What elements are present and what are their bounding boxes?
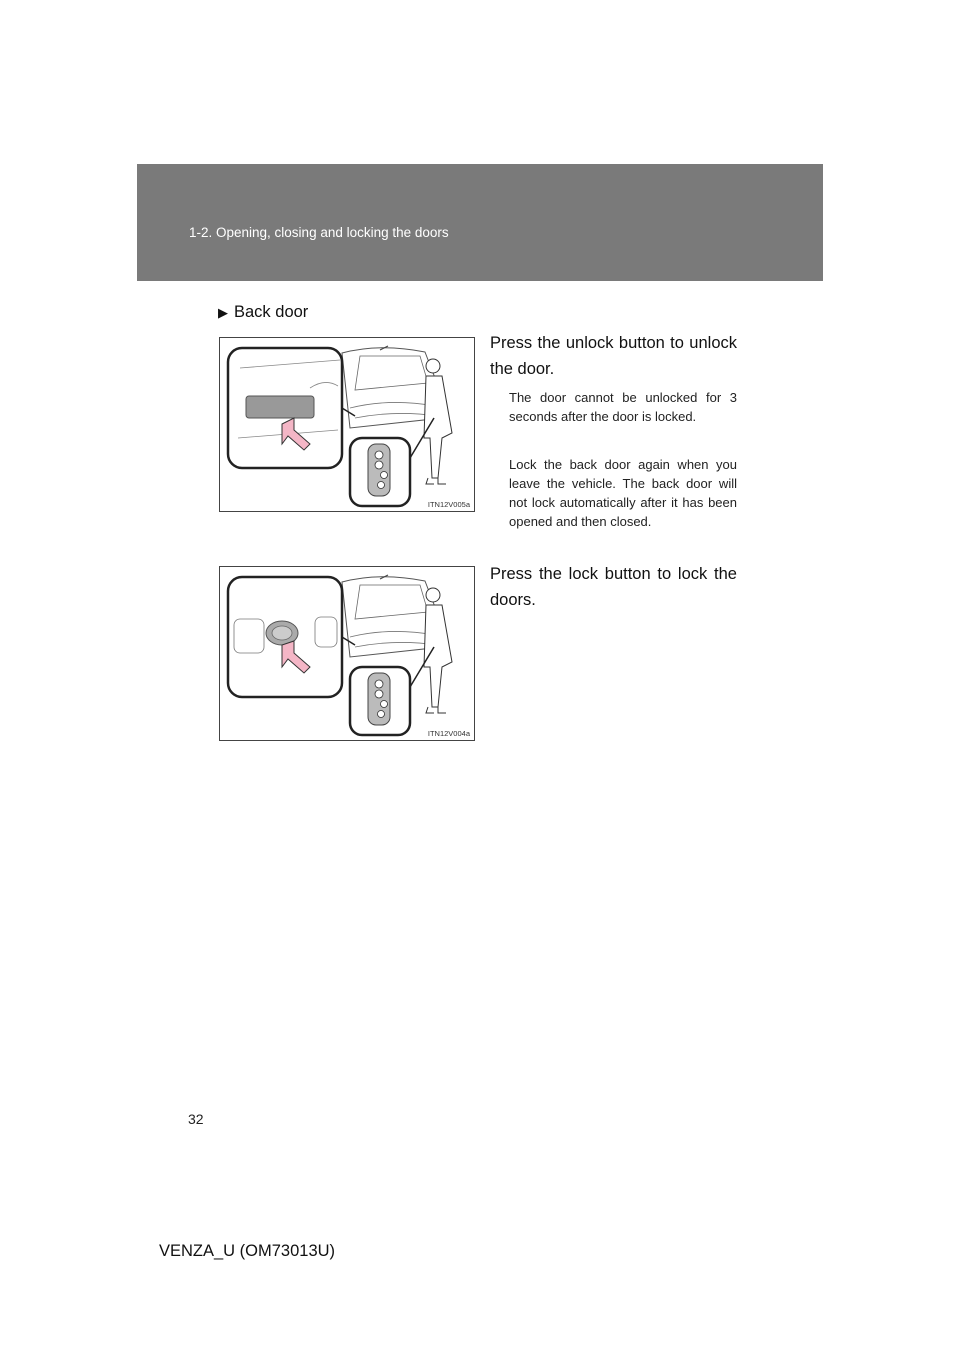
section-heading bbox=[218, 303, 308, 322]
page-number: 32 bbox=[188, 1111, 204, 1127]
section-title: 1-2. Opening, closing and locking the doors bbox=[189, 225, 449, 240]
document-id: VENZA_U (OM73013U) bbox=[159, 1242, 336, 1260]
step-lock-text: Press the lock button to lock the doors. bbox=[490, 565, 737, 609]
back-door-lock-illustration-icon bbox=[220, 567, 474, 740]
header-band bbox=[137, 164, 823, 281]
note-relock-back-door: Lock the back door again when you leave the vehicle. The back door will not lock automatically after it has been opened and then closed. bbox=[509, 457, 737, 529]
figure-lock bbox=[219, 566, 475, 741]
figure-code: ITN12V004a bbox=[427, 729, 470, 738]
back-door-unlock-illustration-icon bbox=[220, 338, 474, 511]
note-unlock-delay: The door cannot be unlocked for 3 seconds after the door is locked. bbox=[509, 390, 737, 424]
figure-unlock bbox=[219, 337, 475, 512]
triangle-marker-icon: ▶ bbox=[218, 305, 228, 320]
section-heading-label: Back door bbox=[234, 303, 309, 321]
step-unlock-text: Press the unlock button to unlock the door. bbox=[490, 334, 737, 378]
figure-code: ITN12V005a bbox=[427, 500, 470, 509]
